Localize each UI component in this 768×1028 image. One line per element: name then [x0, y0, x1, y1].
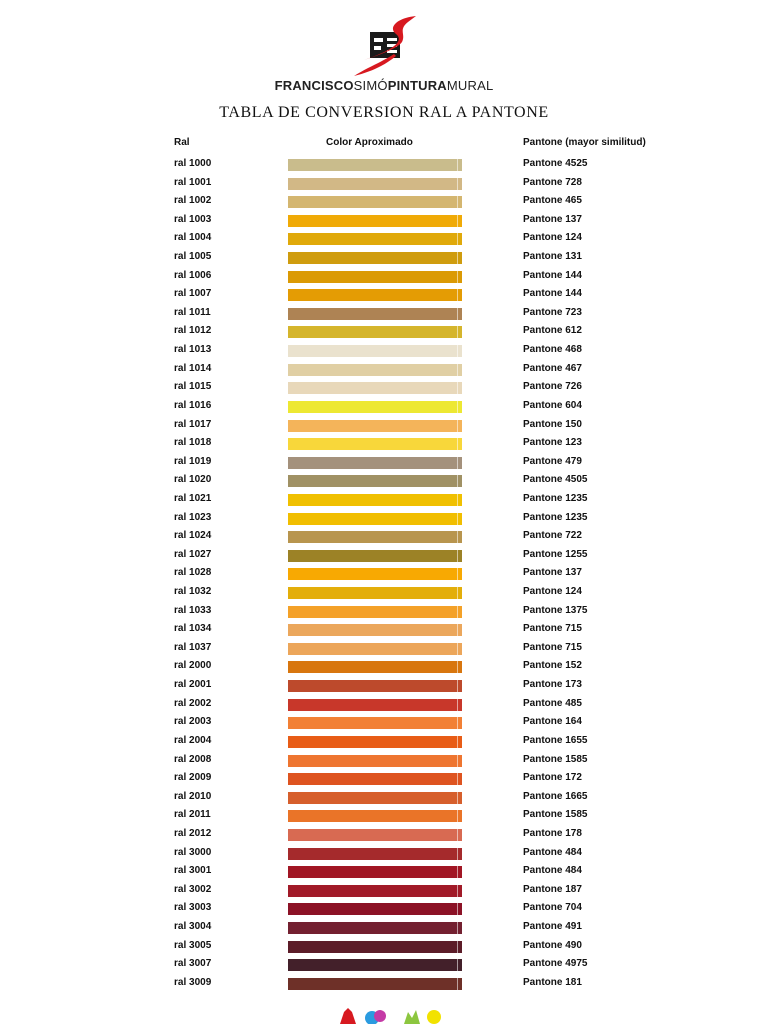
color-swatch [288, 829, 462, 841]
table-row [0, 696, 768, 715]
color-swatch [288, 401, 462, 413]
table-row [0, 249, 768, 268]
ral-code: ral 1014 [174, 362, 212, 374]
table-row [0, 230, 768, 249]
logo [0, 10, 768, 80]
table-row [0, 845, 768, 864]
color-swatch [288, 550, 462, 562]
pantone-code: Pantone 723 [523, 306, 582, 318]
color-swatch [288, 271, 462, 283]
pantone-code: Pantone 1655 [523, 734, 588, 746]
table-row [0, 900, 768, 919]
pantone-code: Pantone 1235 [523, 492, 588, 504]
color-swatch [288, 792, 462, 804]
ral-code: ral 1004 [174, 232, 212, 244]
table-row [0, 975, 768, 994]
pantone-code: Pantone 1235 [523, 511, 588, 523]
color-swatch [288, 494, 462, 506]
color-swatch [288, 624, 462, 636]
pantone-code: Pantone 715 [523, 641, 582, 653]
table-row [0, 361, 768, 380]
color-swatch [288, 755, 462, 767]
table-row [0, 156, 768, 175]
table-row [0, 510, 768, 529]
ral-code: ral 1023 [174, 511, 212, 523]
ral-code: ral 1013 [174, 344, 212, 356]
color-swatch [288, 903, 462, 915]
ral-code: ral 3007 [174, 958, 212, 970]
ral-code: ral 1011 [174, 306, 211, 318]
pantone-code: Pantone 123 [523, 437, 582, 449]
pantone-code: Pantone 1585 [523, 753, 588, 765]
ral-code: ral 3002 [174, 883, 212, 895]
table-row [0, 752, 768, 771]
pantone-code: Pantone 1665 [523, 790, 588, 802]
color-swatch [288, 773, 462, 785]
color-swatch [288, 941, 462, 953]
color-swatch [288, 475, 462, 487]
ral-code: ral 2009 [174, 772, 212, 784]
ral-code: ral 1034 [174, 623, 212, 635]
ral-code: ral 2010 [174, 790, 212, 802]
color-swatch [288, 438, 462, 450]
table-row [0, 770, 768, 789]
color-swatch [288, 866, 462, 878]
ral-code: ral 1002 [174, 195, 212, 207]
ral-code: ral 2000 [174, 660, 212, 672]
ral-code: ral 2011 [174, 809, 211, 821]
table-row [0, 714, 768, 733]
table-row [0, 193, 768, 212]
table-row [0, 640, 768, 659]
pantone-code: Pantone 490 [523, 939, 582, 951]
color-swatch [288, 922, 462, 934]
pantone-code: Pantone 173 [523, 679, 582, 691]
pantone-code: Pantone 468 [523, 344, 582, 356]
table-row [0, 677, 768, 696]
ral-code: ral 3009 [174, 976, 212, 988]
table-row [0, 565, 768, 584]
header-color: Color Aproximado [326, 137, 413, 148]
pantone-code: Pantone 479 [523, 455, 582, 467]
ral-code: ral 2003 [174, 716, 212, 728]
pantone-code: Pantone 150 [523, 418, 582, 430]
fs-logo-icon [336, 14, 432, 80]
pantone-code: Pantone 178 [523, 827, 582, 839]
pantone-code: Pantone 722 [523, 530, 582, 542]
table-row [0, 603, 768, 622]
ral-code: ral 1033 [174, 604, 212, 616]
table-row [0, 621, 768, 640]
ral-code: ral 3001 [174, 865, 212, 877]
table-row [0, 528, 768, 547]
pantone-code: Pantone 604 [523, 399, 582, 411]
pantone-code: Pantone 465 [523, 195, 582, 207]
color-swatch [288, 178, 462, 190]
pantone-code: Pantone 4525 [523, 158, 588, 169]
color-swatch [288, 345, 462, 357]
color-swatch [288, 848, 462, 860]
table-row [0, 435, 768, 454]
ral-code: ral 1020 [174, 474, 212, 486]
pantone-code: Pantone 491 [523, 920, 582, 932]
color-swatch [288, 364, 462, 376]
table-row [0, 398, 768, 417]
brand-part-4: MURAL [446, 78, 494, 93]
table-rows [0, 156, 768, 993]
ral-code: ral 1024 [174, 530, 212, 542]
table-row [0, 342, 768, 361]
ral-code: ral 3004 [174, 920, 212, 932]
color-swatch [288, 568, 462, 580]
ral-code: ral 1018 [174, 437, 212, 449]
color-swatch [288, 885, 462, 897]
table-row [0, 938, 768, 957]
pantone-code: Pantone 144 [523, 288, 582, 300]
table-row [0, 454, 768, 473]
ral-code: ral 1017 [174, 418, 212, 430]
color-swatch [288, 308, 462, 320]
table-row [0, 268, 768, 287]
pantone-code: Pantone 144 [523, 269, 582, 281]
ral-code: ral 1019 [174, 455, 212, 467]
table-row [0, 863, 768, 882]
color-swatch [288, 978, 462, 990]
color-swatch [288, 717, 462, 729]
ral-code: ral 1021 [174, 492, 212, 504]
paint-cans-icon [336, 1004, 446, 1024]
color-swatch [288, 606, 462, 618]
ral-code: ral 1012 [174, 325, 212, 337]
pantone-code: Pantone 124 [523, 232, 582, 244]
table-row [0, 789, 768, 808]
color-swatch [288, 587, 462, 599]
ral-code: ral 1006 [174, 269, 212, 281]
table-row [0, 472, 768, 491]
pantone-code: Pantone 4505 [523, 474, 588, 486]
ral-code: ral 1037 [174, 641, 212, 653]
ral-code: ral 1016 [174, 399, 212, 411]
header-pantone: Pantone (mayor similitud) [523, 137, 646, 148]
pantone-code: Pantone 181 [523, 976, 582, 988]
pantone-code: Pantone 704 [523, 902, 582, 914]
table-row [0, 305, 768, 324]
table-row [0, 584, 768, 603]
table-row [0, 807, 768, 826]
ral-code: ral 1001 [174, 176, 212, 188]
ral-code: ral 2002 [174, 697, 212, 709]
ral-code: ral 1003 [174, 213, 212, 225]
color-swatch [288, 531, 462, 543]
ral-code: ral 1032 [174, 586, 212, 598]
ral-code: ral 1027 [174, 548, 212, 560]
table-row [0, 175, 768, 194]
color-swatch [288, 513, 462, 525]
color-swatch [288, 736, 462, 748]
ral-code: ral 2004 [174, 734, 212, 746]
ral-code: ral 1005 [174, 251, 212, 263]
pantone-code: Pantone 124 [523, 586, 582, 598]
color-swatch [288, 643, 462, 655]
color-swatch [288, 699, 462, 711]
pantone-code: Pantone 152 [523, 660, 582, 672]
color-swatch [288, 252, 462, 264]
color-swatch [288, 196, 462, 208]
pantone-code: Pantone 726 [523, 381, 582, 393]
brand-name [0, 78, 768, 93]
page-title: TABLA DE CONVERSION RAL A PANTONE [219, 104, 549, 121]
color-swatch [288, 810, 462, 822]
pantone-code: Pantone 484 [523, 846, 582, 858]
color-swatch [288, 159, 462, 171]
pantone-code: Pantone 484 [523, 865, 582, 877]
ral-code: ral 1000 [174, 158, 212, 169]
pantone-code: Pantone 1255 [523, 548, 588, 560]
table-row [0, 286, 768, 305]
pantone-code: Pantone 131 [523, 251, 582, 263]
pantone-code: Pantone 164 [523, 716, 582, 728]
brand-part-3: PINTURA [387, 78, 447, 93]
table-row [0, 547, 768, 566]
pantone-code: Pantone 485 [523, 697, 582, 709]
pantone-code: Pantone 715 [523, 623, 582, 635]
pantone-code: Pantone 1585 [523, 809, 588, 821]
table-row [0, 882, 768, 901]
brand-part-1: FRANCISCO [274, 78, 354, 93]
color-swatch [288, 233, 462, 245]
table-row [0, 956, 768, 975]
pantone-code: Pantone 137 [523, 567, 582, 579]
header-ral: Ral [174, 137, 190, 148]
color-swatch [288, 680, 462, 692]
ral-code: ral 1015 [174, 381, 212, 393]
brand-part-2: SIMÓ [353, 78, 388, 93]
pantone-code: Pantone 172 [523, 772, 582, 784]
ral-code: ral 3005 [174, 939, 212, 951]
table-row [0, 379, 768, 398]
ral-code: ral 2001 [174, 679, 212, 691]
color-swatch [288, 661, 462, 673]
color-swatch [288, 289, 462, 301]
table-row [0, 323, 768, 342]
table-row [0, 733, 768, 752]
footer-paint-icons [336, 1004, 446, 1024]
pantone-code: Pantone 4975 [523, 958, 588, 970]
ral-code: ral 2012 [174, 827, 212, 839]
table-row [0, 212, 768, 231]
ral-code: ral 1028 [174, 567, 212, 579]
table-row [0, 826, 768, 845]
ral-code: ral 1007 [174, 288, 212, 300]
pantone-code: Pantone 467 [523, 362, 582, 374]
pantone-code: Pantone 137 [523, 213, 582, 225]
color-swatch [288, 457, 462, 469]
ral-code: ral 3000 [174, 846, 212, 858]
color-swatch [288, 215, 462, 227]
color-swatch [288, 420, 462, 432]
pantone-code: Pantone 728 [523, 176, 582, 188]
table-row [0, 919, 768, 938]
color-swatch [288, 959, 462, 971]
color-swatch [288, 326, 462, 338]
pantone-code: Pantone 187 [523, 883, 582, 895]
table-row [0, 491, 768, 510]
ral-code: ral 3003 [174, 902, 212, 914]
color-swatch [288, 382, 462, 394]
pantone-code: Pantone 612 [523, 325, 582, 337]
table-row [0, 417, 768, 436]
table-row [0, 658, 768, 677]
pantone-code: Pantone 1375 [523, 604, 588, 616]
ral-code: ral 2008 [174, 753, 212, 765]
